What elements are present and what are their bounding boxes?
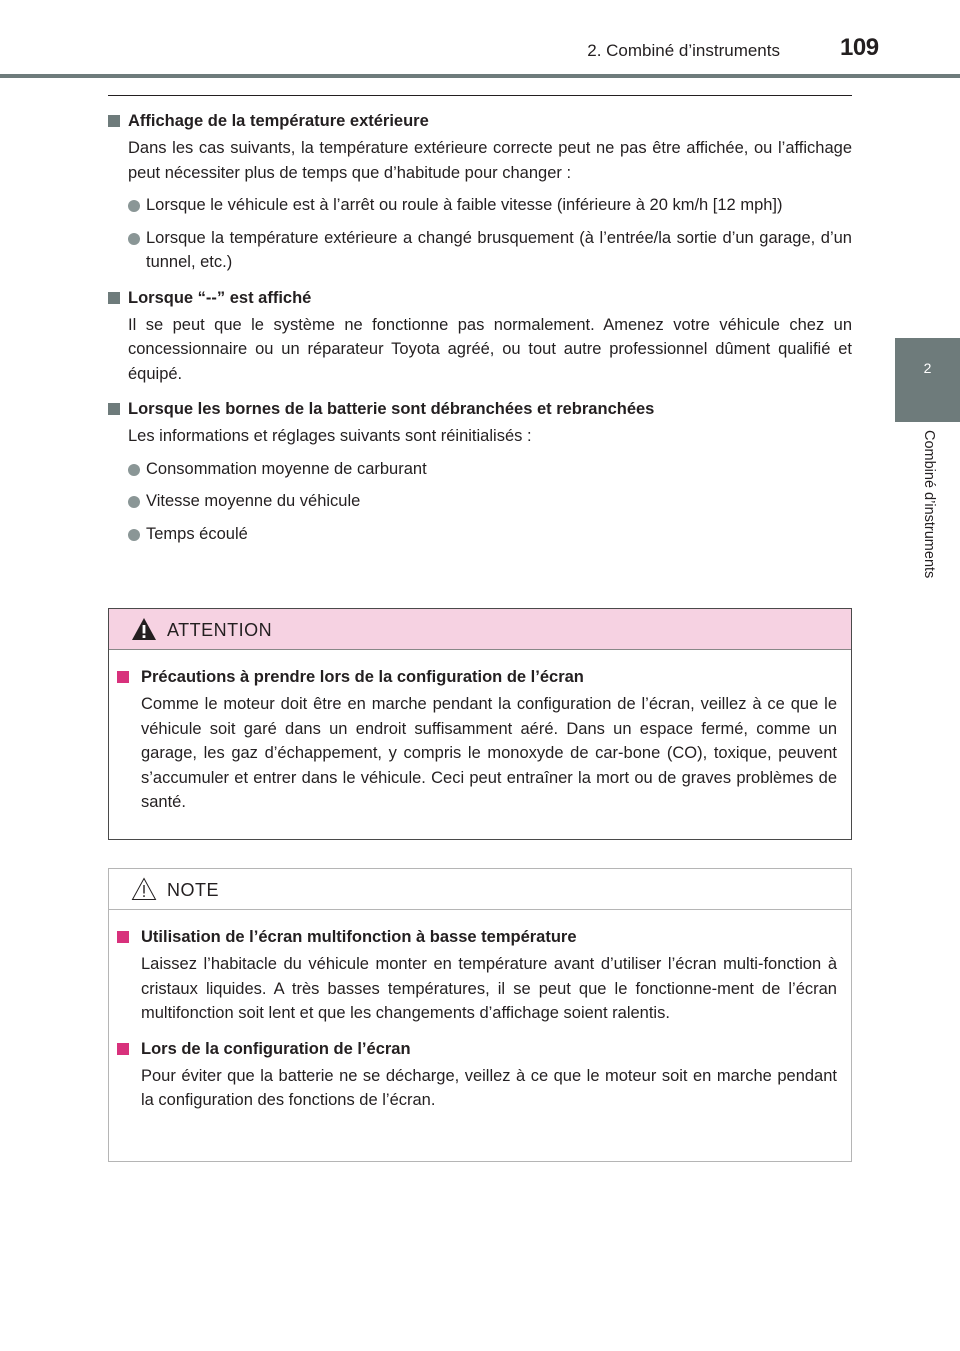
section-heading: Lorsque “--” est affiché: [108, 285, 852, 311]
note-item-heading: Utilisation de l’écran multifonction à basse température: [117, 924, 837, 950]
square-bullet-icon: [108, 115, 120, 127]
square-bullet-icon: [117, 931, 129, 943]
square-bullet-icon: [108, 403, 120, 415]
section-heading: Affichage de la température extérieure: [108, 108, 852, 134]
warning-item-text: Comme le moteur doit être en marche pendant la configuration de l’écran, veillez à ce que le véhicule soit garé dans un endroit suffisamment aéré. Dans un espace fermé, comme un garage, les gaz d’échappement, y compris le monoxyde de car-bone (CO), toxique, peuvent s’accumuler et entrer dans le véhicule. Ceci peut entraîner la mort ou de graves problèmes de santé.: [141, 695, 837, 811]
note-item-heading: Lors de la configuration de l’écran: [117, 1036, 837, 1062]
caution-triangle-icon: [131, 877, 157, 901]
list-item: Temps écoulé: [128, 522, 852, 547]
square-bullet-icon: [108, 292, 120, 304]
circle-bullet-icon: [128, 464, 140, 476]
page-number: 109: [840, 34, 879, 61]
note-box: [108, 868, 852, 1162]
note-title: NOTE: [167, 880, 220, 900]
chapter-title: 2. Combiné d’instruments: [587, 41, 780, 60]
section-text: Dans les cas suivants, la température extérieure correcte peut ne pas être affichée, ou l’affichage peut nécessiter plus de temps que d’habitude pour changer :: [128, 139, 852, 182]
main-content: [108, 108, 852, 546]
section-text: Il se peut que le système ne fonctionne pas normalement. Amenez votre véhicule chez un concessionnaire ou un réparateur Toyota agréé, ou tout autre professionnel dûment qualifié et équipé.: [128, 315, 852, 383]
warning-header: [109, 609, 851, 650]
header-rule: [0, 74, 960, 78]
section-heading: Lorsque les bornes de la batterie sont débranchées et rebranchées: [108, 396, 852, 422]
square-bullet-icon: [117, 671, 129, 683]
note-item-text: Laissez l’habitacle du véhicule monter en température avant d’utiliser l’écran multi-fonction à cristaux liquides. A très basses températures, il se peut que le fonctionne-ment de l’écran multifonction soit lent et que les changements d’affichage soient ralentis.: [141, 955, 837, 1022]
circle-bullet-icon: [128, 233, 140, 245]
list-item: Vitesse moyenne du véhicule: [128, 489, 852, 514]
list-item: Lorsque le véhicule est à l’arrêt ou roule à faible vitesse (inférieure à 20 km/h [12 mph]): [128, 193, 852, 218]
circle-bullet-icon: [128, 529, 140, 541]
square-bullet-icon: [117, 1043, 129, 1055]
note-item-text: Pour éviter que la batterie ne se décharge, veillez à ce que le moteur soit en marche pendant la configuration des fonctions de l’écran.: [141, 1066, 837, 1109]
side-tab-label: [913, 430, 939, 630]
side-tab-number: 2: [895, 338, 960, 422]
circle-bullet-icon: [128, 496, 140, 508]
circle-bullet-icon: [128, 200, 140, 212]
content-top-rule: [108, 95, 852, 96]
warning-title: ATTENTION: [167, 620, 273, 640]
list-item: Consommation moyenne de carburant: [128, 457, 852, 482]
list-item: Lorsque la température extérieure a changé brusquement (à l’entrée/la sortie d’un garage, d’un tunnel, etc.): [128, 226, 852, 275]
section-text: Les informations et réglages suivants sont réinitialisés :: [128, 427, 532, 445]
warning-triangle-icon: [131, 617, 157, 641]
side-tab-label-text: Combiné d’instruments: [921, 430, 937, 579]
note-header: [109, 869, 851, 910]
warning-item-heading: Précautions à prendre lors de la configuration de l’écran: [117, 664, 837, 690]
warning-box: [108, 608, 852, 840]
